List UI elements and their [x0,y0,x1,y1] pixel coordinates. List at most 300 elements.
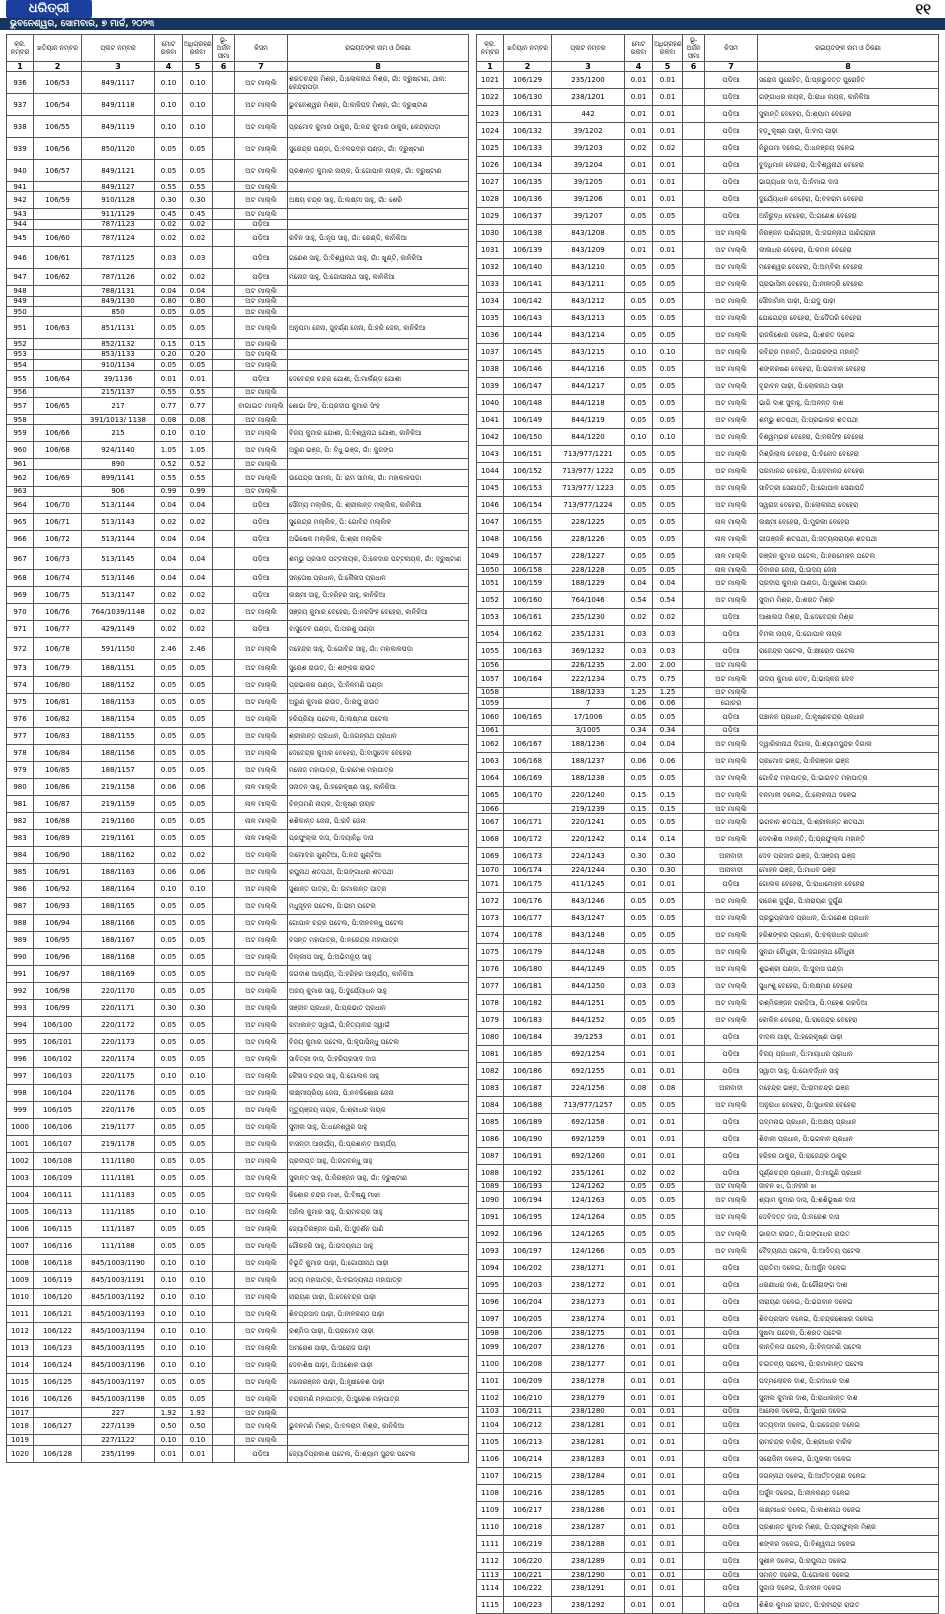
total-area-cell: 0.05 [625,814,653,831]
column-number: 6 [683,62,705,72]
kisam-cell: ଅଟ ମାଲ୍ଲି [705,926,758,943]
khatiyan-cell: 106/168 [504,752,552,769]
kisam-cell: ଅଟ ମାଲ୍ଲି [235,1435,288,1445]
owner-cell: ଭାଗ୍ୟଧର ଦାସ, ପି:ନିମାଇ ଦାସ [758,174,939,191]
plot-cell: 188/1169 [82,966,155,983]
acquired-area-cell: 0.01 [653,1147,683,1164]
plot-cell: 219/1178 [82,1136,155,1153]
kisam-cell: ଅଟ ମାଲ୍ଲି [705,977,758,994]
acquired-area-cell: 0.05 [653,225,683,242]
plot-cell: 238/1285 [552,1484,625,1501]
table-row [7,459,469,469]
kisam-cell: ପଡ଼ିଆ [235,370,288,387]
limit-cell [213,209,235,219]
limit-cell [213,813,235,830]
table-row [477,687,939,697]
khatiyan-cell: 106/135 [504,174,552,191]
khatiyan-cell: 106/176 [504,892,552,909]
acquired-area-cell: 0.05 [653,412,683,429]
plot-cell: 238/1290 [552,1569,625,1579]
land-table-left [6,34,469,1463]
kisam-cell: ଅଟ ମାଲ୍ଲି [235,1017,288,1034]
khatiyan-cell: 106/195 [504,1209,552,1226]
total-area-cell: 0.05 [155,1170,183,1187]
acquired-area-cell: 0.10 [183,881,213,898]
owner-cell: ଜଗଦୀଶ ଆଚାର୍ଯ୍ୟ, ପି:ହରିହର ଆଚାର୍ଯ୍ୟ, କାନିକିଆ [288,966,469,983]
plot-cell: 238/1281 [552,1416,625,1433]
kisam-cell: ପଡ଼ିଆ [705,89,758,106]
total-area-cell: 0.01 [625,1406,653,1416]
owner-cell: ସାବିତ୍ରୀ ଦାସ, ପି:ହରିପ୍ରସାଦ ଦାସ [288,1051,469,1068]
table-row [7,1374,469,1391]
kisam-cell: ଅଟ ମାଲ୍ଲି [705,276,758,293]
serial-cell: 1077 [477,977,504,994]
plot-cell: 7 [552,698,625,708]
plot-cell: 713/977/1257 [552,1096,625,1113]
owner-cell: ଗଙ୍ଗାଧର ନାୟକ, ପି:ରାଧା ନାୟକ, କାନିକିଆ [758,89,939,106]
acquired-area-cell: 0.05 [183,711,213,728]
table-row [7,1068,469,1085]
owner-cell: ପଦ୍ମଲୋଚନ ଦାଶ, ପି:ଗଦାଧର ଦାଶ [758,1372,939,1389]
limit-cell [683,865,705,875]
total-area-cell: 0.05 [155,711,183,728]
total-area-cell: 0.01 [625,1535,653,1552]
limit-cell [683,1501,705,1518]
total-area-cell: 0.01 [625,123,653,140]
table-row [7,514,469,531]
limit-cell [213,1238,235,1255]
kisam-cell: ଅଟ ମାଲ୍ଲି [235,745,288,762]
khatiyan-cell: 106/91 [34,864,82,881]
khatiyan-cell: 106/222 [504,1580,552,1597]
owner-cell: ମୋହନ ଭଞ୍ଜ, ପି:ମାଧବ ଭଞ୍ଜ [758,865,939,875]
serial-cell: 1095 [477,1277,504,1294]
acquired-area-cell: 0.01 [653,157,683,174]
acquired-area-cell: 0.10 [653,344,683,361]
serial-cell: 954 [7,360,34,370]
limit-cell [683,497,705,514]
kisam-cell: ଅଟ ମାଲ୍ଲି [705,446,758,463]
table-row [7,694,469,711]
plot-cell: 849/1118 [82,94,155,116]
column-header: ଭୂ-ଅର୍ଜନ ସୀମା [683,35,705,62]
limit-cell [213,1221,235,1238]
kisam-cell: ଅଟ ମାଲ୍ଲି [235,1102,288,1119]
owner-cell: ଜୀବନ ଝା, ପି:ନବୀନ ଝା [758,1181,939,1191]
serial-cell: 1105 [477,1433,504,1450]
table-row [7,1306,469,1323]
table-row [7,1289,469,1306]
table-row [477,1260,939,1277]
owner-cell: ଶଙ୍କରଷଣ ବେହେରା, ପି:ଭଗବାନ ବେହେରା [758,361,939,378]
serial-cell: 953 [7,349,34,359]
table-row [477,361,939,378]
serial-cell: 1081 [477,1045,504,1062]
limit-cell [683,395,705,412]
kisam-cell: ଅଟ ମାଲ୍ଲି [235,1136,288,1153]
limit-cell [683,191,705,208]
kisam-cell: ଅଟ ମାଲ୍ଲି [235,983,288,1000]
table-row [7,898,469,915]
kisam-cell: ପଡ଼ିଆ [705,725,758,735]
owner-cell: ସୁନୀଲ କୁମାର ଦାଶ, ପି:ରାଧାକାନ୍ତ ଦାଶ [758,1389,939,1406]
owner-cell: ଦେବାଶିଷ ପାଢ଼ୀ, ପି:ଅଶୋକ ପାଢ଼ୀ [288,1357,469,1374]
limit-cell [683,698,705,708]
khatiyan-cell: 106/80 [34,677,82,694]
serial-cell: 947 [7,269,34,286]
khatiyan-cell: 106/189 [504,1113,552,1130]
total-area-cell: 0.05 [155,306,183,316]
total-area-cell: 0.01 [625,174,653,191]
khatiyan-cell: 106/187 [504,1079,552,1096]
limit-cell [213,779,235,796]
serial-cell: 1015 [7,1374,34,1391]
owner-cell: ହରିହର ଠାକୁର, ପି:ରାଜେନ୍ଦ୍ର ଠାକୁର [758,1147,939,1164]
total-area-cell: 0.05 [155,762,183,779]
owner-cell: ଅମରେଶ ପାଢ଼ୀ, ପି:ସରୋଜ ପାଢ଼ୀ [288,1340,469,1357]
column-header: ଖତିୟାନ ନମ୍ବର [504,35,552,62]
khatiyan-cell: 106/83 [34,728,82,745]
total-area-cell: 0.15 [625,803,653,813]
table-row [7,1204,469,1221]
plot-cell: 188/1233 [552,687,625,697]
kisam-cell: ଅଟ ମାଲ୍ଲି [235,387,288,397]
table-body-left [7,72,469,1463]
limit-cell [683,592,705,609]
plot-cell: 124/1265 [552,1226,625,1243]
table-row [7,1102,469,1119]
owner-cell [288,286,469,296]
khatiyan-cell [34,387,82,397]
kisam-cell: ପଡ଼ିଆ [705,643,758,660]
table-row [477,1209,939,1226]
owner-cell: ଭାଗି ଦାଶ ସୁବାହୁ, ପି:ଅନନ୍ତ ଦାଶ [758,395,939,412]
acquired-area-cell: 0.03 [653,977,683,994]
plot-cell: 188/1157 [82,762,155,779]
limit-cell [683,1011,705,1028]
plot-cell: 787/1124 [82,230,155,247]
table-row [7,1340,469,1357]
serial-cell: 1097 [477,1311,504,1328]
acquired-area-cell: 0.05 [183,1374,213,1391]
plot-cell: 238/1278 [552,1372,625,1389]
limit-cell [213,247,235,269]
plot-cell: 713/977/ 1222 [552,463,625,480]
total-area-cell: 0.52 [155,459,183,469]
khatiyan-cell: 106/100 [34,1017,82,1034]
plot-cell: 224/1244 [552,865,625,875]
total-area-cell: 0.10 [155,1289,183,1306]
plot-cell: 188/1165 [82,898,155,915]
owner-cell: ମହେଶ୍ୱର ବେହେରା, ପି:ଅମ୍ବିକା ବେହେରା [758,259,939,276]
khatiyan-cell: 106/169 [504,769,552,786]
table-row [7,1000,469,1017]
serial-cell: 1106 [477,1450,504,1467]
total-area-cell: 0.05 [625,361,653,378]
serial-cell: 1028 [477,191,504,208]
table-row [477,643,939,660]
total-area-cell: 0.05 [155,660,183,677]
serial-cell: 1065 [477,786,504,803]
table-row [477,1569,939,1579]
acquired-area-cell: 0.01 [653,1433,683,1450]
khatiyan-cell: 106/85 [34,762,82,779]
acquired-area-cell: 0.01 [653,1597,683,1614]
acquired-area-cell: 0.05 [183,898,213,915]
owner-cell: ଲକ୍ଷ୍ମୀ ବେହେରା, ପି:ମୁରଲୀ ବେହେରା [758,514,939,531]
kisam-cell: ଅଟ ମାଲ୍ଲି [705,960,758,977]
limit-cell [213,72,235,94]
table-row [7,397,469,414]
owner-cell: ମିଶ୍ରିଲାଲ ବେହେରା, ପି:ବିନୋଦ ବେହେରା [758,446,939,463]
acquired-area-cell: 0.01 [653,1535,683,1552]
acquired-area-cell: 0.30 [183,192,213,209]
owner-cell [288,414,469,424]
total-area-cell: 0.15 [625,786,653,803]
acquired-area-cell: 0.01 [653,1569,683,1579]
total-area-cell: 0.05 [155,728,183,745]
total-area-cell: 0.06 [625,752,653,769]
kisam-cell: ଅଟ ମାଲ୍ଲି [235,1357,288,1374]
plot-cell: 188/1167 [82,932,155,949]
serial-cell: 1062 [477,735,504,752]
acquired-area-cell: 0.01 [653,1518,683,1535]
acquired-area-cell: 0.05 [653,1209,683,1226]
total-area-cell: 0.10 [625,344,653,361]
kisam-cell: ଅଟ ମାଲ୍ଲି [235,138,288,160]
plot-cell: 111/1183 [82,1187,155,1204]
kisam-cell: ପଡ଼ିଆ [705,1433,758,1450]
acquired-area-cell: 0.01 [653,89,683,106]
limit-cell [213,745,235,762]
total-area-cell: 0.55 [155,387,183,397]
plot-cell: 692/1258 [552,1113,625,1130]
limit-cell [213,459,235,469]
serial-cell: 1068 [477,831,504,848]
kisam-cell: ପଡ଼ିଆ [235,219,288,229]
khatiyan-cell: 106/211 [504,1406,552,1416]
owner-cell: ଗୋବିନ୍ଦ ମହାପାତ୍ର, ପି:ଭାଗବତ ମହାପାତ୍ର [758,769,939,786]
limit-cell [213,442,235,459]
limit-cell [683,548,705,565]
plot-cell: 899/1141 [82,469,155,486]
kisam-cell: ପଡ଼ିଆ [705,1535,758,1552]
kisam-cell: ଅଟ ମାଲ୍ଲି [235,694,288,711]
serial-cell: 1004 [7,1187,34,1204]
owner-cell: ସୁନନ୍ଦା ଚୌଧୁରୀ, ପି:ଜଗନ୍ନାଥ ଚୌଧୁରୀ [758,943,939,960]
serial-cell: 1102 [477,1389,504,1406]
kisam-cell: ଅଟ ମାଲ୍ଲି [705,892,758,909]
plot-cell: 850 [82,306,155,316]
khatiyan-cell: 106/149 [504,412,552,429]
table-row [7,1408,469,1418]
serial-cell: 970 [7,604,34,621]
owner-cell: ସରୋଜିନୀ ଦଳେଇ, ପି:ମୁରଲୀ ଦଳେଇ [758,1450,939,1467]
khatiyan-cell: 106/138 [504,225,552,242]
khatiyan-cell: 106/219 [504,1535,552,1552]
khatiyan-cell: 106/54 [34,94,82,116]
serial-cell: 1045 [477,480,504,497]
plot-cell: 844/1252 [552,1011,625,1028]
acquired-area-cell: 0.05 [653,994,683,1011]
plot-cell: 124/1264 [552,1209,625,1226]
total-area-cell: 0.01 [625,1372,653,1389]
khatiyan-cell: 106/115 [34,1221,82,1238]
table-row [7,983,469,1000]
table-row [7,296,469,306]
owner-cell: ହରିପ୍ରିୟା ପଟେଲ, ପି:ଲକ୍ଷ୍ମଣ ପଟେଲ [288,711,469,728]
acquired-area-cell: 0.01 [653,1372,683,1389]
acquired-area-cell: 0.10 [183,1435,213,1445]
plot-cell: 713/977/1221 [552,446,625,463]
total-area-cell: 0.06 [155,779,183,796]
kisam-cell: ଅଟ ମାଲ୍ଲି [705,786,758,803]
kisam-cell: ନାଳ ମାଲ୍ଲି [705,565,758,575]
total-area-cell: 0.02 [155,219,183,229]
kisam-cell: ଅଟ ମାଲ୍ଲି [235,1034,288,1051]
acquired-area-cell: 0.01 [653,1484,683,1501]
total-area-cell: 0.05 [155,966,183,983]
plot-cell: 228/1227 [552,548,625,565]
kisam-cell: ଅଟ ମାଲ୍ଲି [705,943,758,960]
table-row [7,306,469,316]
serial-cell: 1046 [477,497,504,514]
owner-cell: ଦ୍ୱାରିକାନାଥ ଦିଗାଲ, ପି:ଶ୍ୟାମସୁନ୍ଦର ଦିଗାଲ [758,735,939,752]
acquired-area-cell: 0.01 [653,1450,683,1467]
kisam-cell: ଅଟ ମାଲ୍ଲି [705,242,758,259]
limit-cell [683,670,705,687]
owner-cell: ଭଗବାନ ଶତପଥୀ, ପି:ଶ୍ରୀକାନ୍ତ ଶତପଥୀ [758,814,939,831]
serial-cell: 1087 [477,1147,504,1164]
limit-cell [213,1119,235,1136]
owner-cell [288,349,469,359]
table-row [477,786,939,803]
khatiyan-cell: 106/103 [34,1068,82,1085]
serial-cell: 978 [7,745,34,762]
total-area-cell: 0.54 [625,592,653,609]
owner-cell: ଗୌରହରି ସାହୁ, ପି:ଉଦୟନାଥ ସାହୁ [288,1238,469,1255]
owner-cell: ସତ୍ୟ ମହାପାତ୍ର, ପି:ବଇଦ୍ୟନାଥ ମହାପାତ୍ର [288,1272,469,1289]
table-row [477,72,939,89]
table-row [477,1552,939,1569]
limit-cell [683,1243,705,1260]
plot-cell: 787/1126 [82,269,155,286]
plot-cell: 188/1162 [82,847,155,864]
total-area-cell: 0.05 [155,745,183,762]
limit-cell [213,1187,235,1204]
total-area-cell: 0.01 [625,89,653,106]
khatiyan-cell: 106/99 [34,1000,82,1017]
acquired-area-cell: 0.05 [653,514,683,531]
limit-cell [213,1000,235,1017]
table-row [477,1181,939,1191]
owner-cell: ରାଜେଶ ଦୁର୍ଗୁଣ, ପି:ନାରାୟଣ ଦୁର୍ଗୁଣ [758,892,939,909]
acquired-area-cell: 0.05 [183,1153,213,1170]
acquired-area-cell: 0.05 [653,497,683,514]
total-area-cell: 0.01 [625,1311,653,1328]
serial-cell: 940 [7,160,34,182]
limit-cell [213,230,235,247]
limit-cell [683,1433,705,1450]
limit-cell [213,1153,235,1170]
kisam-cell: ଅଟ ମାଲ୍ଲି [235,296,288,306]
table-row [7,116,469,138]
table-row [477,609,939,626]
kisam-cell: ନାଳ ମାଲ୍ଲି [235,813,288,830]
total-area-cell: 0.05 [155,1153,183,1170]
kisam-cell: ଅଟ ମାଲ୍ଲି [235,1085,288,1102]
table-row [477,106,939,123]
serial-cell: 1027 [477,174,504,191]
plot-cell: 220/1242 [552,831,625,848]
plot-cell: 235/1231 [552,626,625,643]
plot-cell: 853/1133 [82,349,155,359]
kisam-cell: ଅଟ ମାଲ୍ଲି [705,803,758,813]
total-area-cell: 0.10 [155,116,183,138]
khatiyan-cell: 106/163 [504,643,552,660]
plot-cell: 238/1281 [552,1433,625,1450]
plot-cell: 692/1259 [552,1130,625,1147]
total-area-cell: 0.01 [625,1552,653,1569]
plot-cell: 111/1188 [82,1238,155,1255]
khatiyan-cell: 106/206 [504,1328,552,1338]
owner-cell: ଶୁଭଶ୍ରୀ ପଣ୍ଡା, ପି:ସୁବାସ ପଣ୍ଡା [758,960,939,977]
owner-cell: ପ୍ରମୋଦ ଭଞ୍ଜ, ପି:ନିରଞ୍ଜନ ଭଞ୍ଜ [758,752,939,769]
khatiyan-cell: 106/175 [504,875,552,892]
owner-cell [288,459,469,469]
acquired-area-cell: 0.05 [653,1243,683,1260]
plot-cell: 238/1272 [552,1277,625,1294]
owner-cell: ସମନ୍ତ ଦଳେଇ, ପି:ଗୋଲକ ଦଳେଇ [758,1569,939,1579]
owner-cell: ମନୋଜ ସାହୁ, ପି:ଗୋପୀନାଥ ସାହୁ, କାନିକିଆ [288,269,469,286]
acquired-area-cell: 0.05 [653,378,683,395]
acquired-area-cell: 0.05 [653,310,683,327]
owner-cell: ବିଜୟ କୁମାର ଯୋଶୀ, ପି:ବିଶ୍ୱନାଥ ଯୋଶୀ, କାନିକିଆ [288,425,469,442]
limit-cell [213,486,235,496]
khatiyan-cell: 106/126 [34,1391,82,1408]
plot-cell: 238/1292 [552,1597,625,1614]
plot-cell: 843/1212 [552,293,625,310]
plot-cell: 787/1125 [82,247,155,269]
acquired-area-cell: 0.01 [653,72,683,89]
owner-cell: ଆଶାଲତା ମିଶ୍ର, ପି:ଦେବେନ୍ଦ୍ର ମିଶ୍ର [758,609,939,626]
table-row [7,621,469,638]
kisam-cell: ପଡ଼ିଆ [705,1294,758,1311]
kisam-cell: ଅଟ ମାଲ୍ଲି [705,1181,758,1191]
acquired-area-cell: 0.05 [183,762,213,779]
table-row [7,531,469,548]
owner-cell [288,1408,469,1418]
plot-cell: 219/1239 [552,803,625,813]
table-row [477,157,939,174]
serial-cell: 944 [7,219,34,229]
acquired-area-cell: 0.05 [653,276,683,293]
table-row [477,1062,939,1079]
plot-cell: 124/1266 [552,1243,625,1260]
khatiyan-cell [34,1408,82,1418]
owner-cell: ଉଦୟ କୁମାର ଦେବ, ପି:ଭାସ୍କର ଦେବ [758,670,939,687]
owner-cell: ଶିବପ୍ରସାଦ ଦଳେଇ, ପି:ଚନ୍ଦ୍ରଶେଖର ଦଳେଇ [758,1311,939,1328]
acquired-area-cell: 0.01 [653,1580,683,1597]
owner-cell: ଲକ୍ଷ୍ମୀଧର ଦଳେଇ, ପି:କାଶୀନାଥ ଦଳେଇ [758,1501,939,1518]
table-row [477,1328,939,1338]
table-row [7,1085,469,1102]
serial-cell: 1089 [477,1181,504,1191]
owner-cell: ଦେବେନ୍ଦ୍ର କୁମାର ବେହେରା, ପି:ବାସୁଦେବ ବେହେରା [288,745,469,762]
plot-cell: 39/1206 [552,191,625,208]
total-area-cell: 0.14 [625,831,653,848]
khatiyan-cell: 106/88 [34,813,82,830]
